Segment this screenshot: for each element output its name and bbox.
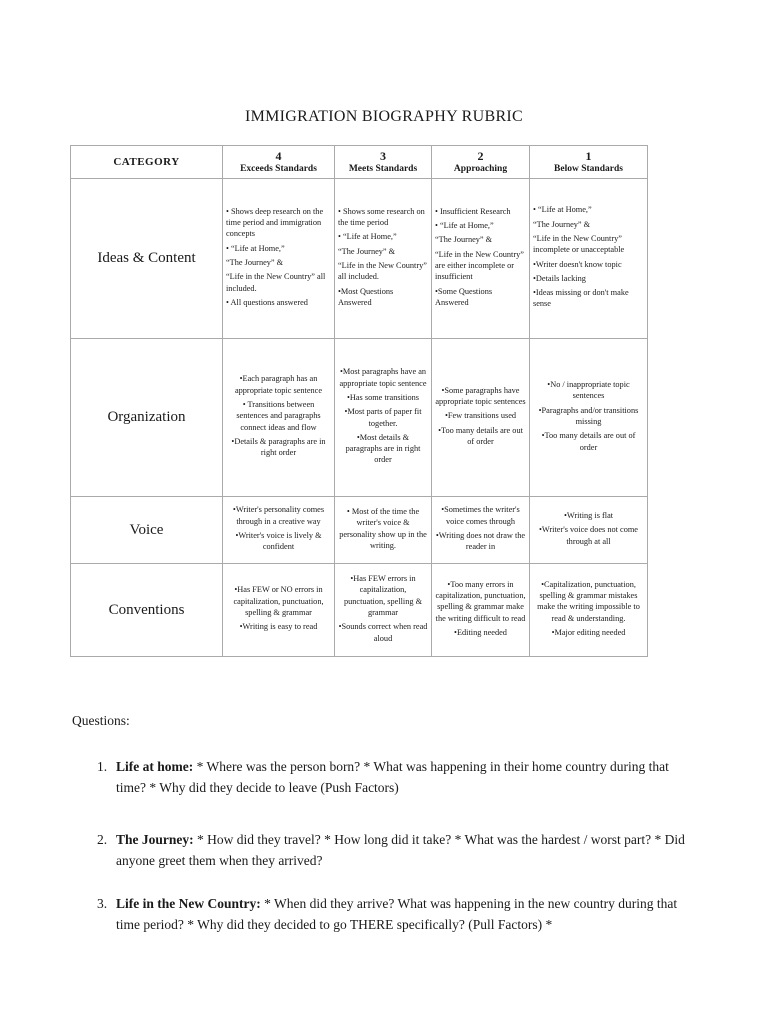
questions-label: Questions: xyxy=(72,713,130,728)
criteria-item: •Writer's voice does not come through at all xyxy=(539,525,638,546)
criteria-item: “The Journey” & xyxy=(533,219,591,229)
criteria-item: •Too many details are out of order xyxy=(438,425,523,446)
criteria-item: •Some paragraphs have appropriate topic sentences xyxy=(435,385,526,407)
criteria-item: •Writer's personality comes through in a creative way xyxy=(232,505,325,526)
criteria-cell xyxy=(530,564,648,657)
criteria-cell xyxy=(335,564,432,657)
question-number: 2. xyxy=(97,832,108,847)
criteria-item: •Writing is easy to read xyxy=(239,622,318,632)
criteria-item: “Life in the New Country” incomplete or unacceptable xyxy=(533,233,625,255)
criteria-item: •Some Questions Answered xyxy=(435,286,493,307)
question-text: * How did they travel? * How long did it take? * What was the hardest / worst part? * Did anyone greet them when they arrived? xyxy=(116,832,685,868)
criteria-item: • Shows some research on the time period xyxy=(338,206,425,228)
criteria-item: •Paragraphs and/or transitions missing xyxy=(538,405,639,426)
criteria-item: •Details & paragraphs are in right order xyxy=(231,436,326,458)
question-list-3 xyxy=(97,893,697,935)
criteria-item: •Each paragraph has an appropriate topic sentence xyxy=(234,374,323,395)
criteria-item: •Few transitions used xyxy=(444,411,517,421)
criteria-item: •Capitalization, punctuation, spelling & grammar mistakes make the writing impossible to read & understanding. xyxy=(537,579,640,623)
question-item xyxy=(97,829,697,871)
category-label: Conventions xyxy=(71,564,223,657)
level-number: 3 xyxy=(380,148,386,163)
criteria-item: “Life in the New Country” all included. xyxy=(226,272,326,293)
level-label: Exceeds Standards xyxy=(240,163,317,174)
category-label: Voice xyxy=(71,497,223,564)
criteria-cell xyxy=(432,564,530,657)
rubric-table xyxy=(70,145,648,657)
criteria-item: “Life in the New Country” all included. xyxy=(338,261,427,282)
criteria-item: • “Life at Home,” xyxy=(435,221,494,231)
criteria-cell xyxy=(335,339,432,497)
question-heading: The Journey: xyxy=(116,832,194,847)
criteria-item: •Has some transitions xyxy=(346,392,420,402)
criteria-cell xyxy=(432,339,530,497)
level-number: 4 xyxy=(275,148,282,163)
rubric-row-conventions xyxy=(71,564,648,657)
criteria-cell xyxy=(223,179,335,339)
criteria-item: “The Journey” & xyxy=(435,235,493,245)
level-header-3 xyxy=(335,146,432,179)
criteria-cell xyxy=(335,497,432,564)
criteria-item: •Most Questions Answered xyxy=(338,286,394,307)
criteria-item: • “Life at Home,” xyxy=(226,243,285,253)
criteria-item: • “Life at Home,” xyxy=(533,205,592,215)
criteria-item: •Too many errors in capitalization, punctuation, spelling & grammar make the writing difficult to read xyxy=(435,579,526,623)
question-number: 3. xyxy=(97,896,108,911)
criteria-item: • “Life at Home,” xyxy=(338,232,397,242)
level-label: Meets Standards xyxy=(348,163,418,174)
rubric-header-row xyxy=(71,146,648,179)
criteria-item: • Shows deep research on the time period and immigration concepts xyxy=(226,206,324,239)
criteria-cell xyxy=(223,339,335,497)
level-header-2 xyxy=(432,146,530,179)
criteria-item: •Most paragraphs have an appropriate topic sentence xyxy=(339,367,427,388)
criteria-item: •Most details & paragraphs are in right order xyxy=(345,432,421,465)
level-number: 2 xyxy=(477,148,484,163)
criteria-cell xyxy=(432,179,530,339)
criteria-cell xyxy=(335,179,432,339)
criteria-item: •Editing needed xyxy=(454,627,507,637)
criteria-item: •Writer doesn't know topic xyxy=(533,259,622,269)
criteria-item: •Writing does not draw the reader in xyxy=(435,531,526,552)
criteria-item: •Has FEW or NO errors in capitalization, punctuation, spelling & grammar xyxy=(233,585,324,617)
category-label: Organization xyxy=(71,339,223,497)
criteria-cell xyxy=(223,564,335,657)
level-header-1 xyxy=(530,146,648,179)
criteria-item: •Writing is flat xyxy=(563,511,614,521)
criteria-item: •Sometimes the writer's voice comes through xyxy=(441,505,520,526)
criteria-item: • Transitions between sentences and paragraphs connect ideas and flow xyxy=(236,400,321,432)
question-item xyxy=(97,893,697,935)
criteria-item: “The Journey” & xyxy=(226,258,284,267)
criteria-item: • All questions answered xyxy=(226,297,308,307)
criteria-item: •Ideas missing or don't make sense xyxy=(533,288,629,309)
criteria-cell xyxy=(530,497,648,564)
criteria-item: •No / inappropriate topic sentences xyxy=(547,380,630,401)
category-header: CATEGORY xyxy=(71,146,223,179)
rubric-row-voice xyxy=(71,497,648,564)
question-list-2 xyxy=(97,829,697,871)
rubric-row-organization xyxy=(71,339,648,497)
criteria-item: •Too many details are out of order xyxy=(541,431,636,452)
criteria-item: •Major editing needed xyxy=(551,627,626,637)
question-text: * When did they arrive? What was happening in the new country during that time period? * Why did they decided to go THERE specifically? (Pull Factors) * xyxy=(116,896,678,932)
level-label: Approaching xyxy=(453,163,508,174)
document-title: IMMIGRATION BIOGRAPHY RUBRIC xyxy=(244,108,524,125)
criteria-cell xyxy=(530,339,648,497)
question-list-1 xyxy=(97,756,697,798)
level-number: 1 xyxy=(585,148,592,163)
criteria-item: •Has FEW errors in capitalization, punctuation, spelling & grammar xyxy=(343,574,423,617)
criteria-item: •Writer's voice is lively & confident xyxy=(235,531,322,552)
criteria-cell xyxy=(432,497,530,564)
level-label: Below Standards xyxy=(554,163,623,174)
criteria-item: •Details lacking xyxy=(533,273,586,283)
criteria-item: “Life in the New Country” are either incomplete or insufficient xyxy=(435,249,524,282)
rubric-row-ideas-content xyxy=(71,179,648,339)
question-heading: Life in the New Country: xyxy=(116,896,261,911)
level-header-4 xyxy=(223,146,335,179)
criteria-item: •Most parts of paper fit together. xyxy=(344,407,422,428)
criteria-cell xyxy=(223,497,335,564)
category-label: Ideas & Content xyxy=(71,179,223,339)
question-number: 1. xyxy=(97,759,108,774)
criteria-cell xyxy=(530,179,648,339)
question-text: * Where was the person born? * What was happening in their home country during that time? * Why did they decide to leave (Push Factors) xyxy=(116,759,669,795)
question-heading: Life at home: xyxy=(116,759,194,774)
criteria-item: “The Journey” & xyxy=(338,246,396,256)
criteria-item: • Insufficient Research xyxy=(435,206,511,216)
criteria-item: •Sounds correct when read aloud xyxy=(338,622,428,643)
criteria-item: • Most of the time the writer's voice & personality show up in the writing. xyxy=(339,506,427,550)
question-item xyxy=(97,756,697,798)
